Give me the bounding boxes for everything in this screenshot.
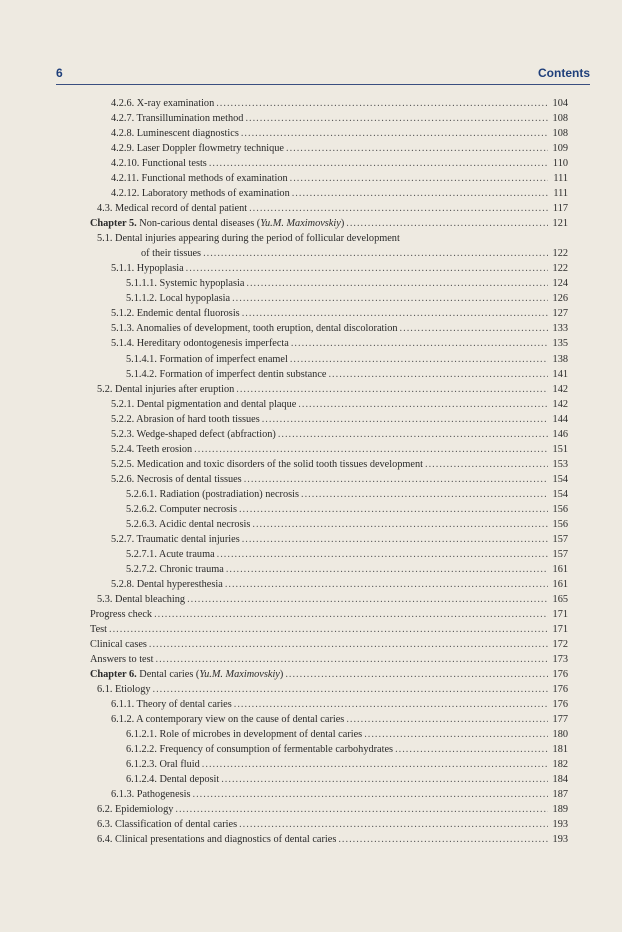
leader-dots xyxy=(154,608,548,622)
toc-page-number: 177 xyxy=(552,714,568,726)
toc-entry-label xyxy=(90,668,283,682)
toc-entry-label: 5.1.3. Anomalies of development, tooth eruption, dental discoloration xyxy=(111,323,398,335)
toc-entry[interactable] xyxy=(97,818,568,832)
toc-page-number: 189 xyxy=(552,804,568,816)
toc-entry[interactable] xyxy=(111,578,568,592)
leader-dots xyxy=(301,488,548,502)
toc-entry-label: 5.1.4.1. Formation of imperfect enamel xyxy=(126,353,288,365)
toc-entry[interactable] xyxy=(111,788,568,802)
toc-entry-label: 6.1. Etiology xyxy=(97,684,151,696)
toc-page-number: 157 xyxy=(552,548,568,560)
toc-entry-label: 5.2.6. Necrosis of dental tissues xyxy=(111,473,242,485)
toc-entry[interactable] xyxy=(111,337,568,351)
toc-entry-label: Answers to test xyxy=(90,654,154,666)
toc-page-number: 138 xyxy=(552,353,568,365)
toc-entry[interactable] xyxy=(126,758,568,772)
leader-dots xyxy=(202,758,548,772)
leader-dots xyxy=(187,593,548,607)
toc-entry[interactable] xyxy=(90,608,568,622)
toc-page-number: 127 xyxy=(552,308,568,320)
leader-dots xyxy=(193,788,548,802)
toc-entry-label: 5.2.5. Medication and toxic disorders of the solid tooth tissues development xyxy=(111,458,424,470)
leader-dots xyxy=(346,217,548,231)
toc-entry-label: 5.2. Dental injuries after eruption xyxy=(97,383,235,395)
toc-entry-label xyxy=(90,217,344,231)
toc-entry-label: 6.1.3. Pathogenesis xyxy=(111,789,191,801)
toc-page-number: 142 xyxy=(552,398,568,410)
leader-dots xyxy=(221,773,548,787)
toc-entry[interactable] xyxy=(97,232,568,246)
toc-entry[interactable] xyxy=(90,653,568,667)
toc-page-number: 126 xyxy=(552,293,568,305)
toc-entry-label: 5.2.4. Teeth erosion xyxy=(111,443,193,455)
leader-dots xyxy=(242,307,548,321)
toc-entry-label: 4.2.10. Functional tests xyxy=(111,158,207,170)
toc-entry[interactable] xyxy=(111,413,568,427)
leader-dots xyxy=(328,368,548,382)
leader-dots xyxy=(278,428,548,442)
toc-entry-label: 6.1.2.2. Frequency of consumption of fermentable carbohydrates xyxy=(126,744,394,756)
chapter-title: Non-carious dental diseases ( xyxy=(136,218,261,230)
toc-page-number: 151 xyxy=(552,443,568,455)
leader-dots xyxy=(245,112,548,126)
toc-entry-label: 5.2.8. Dental hyperesthesia xyxy=(111,578,223,590)
leader-dots xyxy=(109,623,548,637)
leader-dots xyxy=(239,503,548,517)
toc-page-number: 157 xyxy=(552,533,568,545)
toc-entry-label: 5.2.2. Abrasion of hard tooth tissues xyxy=(111,413,260,425)
toc-page-number: 171 xyxy=(552,624,568,636)
toc-entry[interactable] xyxy=(126,503,568,517)
toc-entry-label: 5.3. Dental bleaching xyxy=(97,593,186,605)
toc-entry-label: 5.2.6.3. Acidic dental necrosis xyxy=(126,518,251,530)
toc-entry[interactable] xyxy=(97,202,568,216)
toc-page-number: 156 xyxy=(552,518,568,530)
toc-page-number: 111 xyxy=(553,188,568,200)
toc-entry[interactable] xyxy=(126,743,568,757)
leader-dots xyxy=(425,458,548,472)
leader-dots xyxy=(217,548,548,562)
leader-dots xyxy=(395,743,548,757)
toc-entry[interactable] xyxy=(111,262,568,276)
leader-dots xyxy=(186,262,548,276)
leader-dots xyxy=(290,353,548,367)
toc-entry-label: of their tissues xyxy=(141,248,202,260)
toc-entry[interactable] xyxy=(111,443,568,457)
toc-entry[interactable] xyxy=(111,533,568,547)
toc-page-number: 161 xyxy=(552,563,568,575)
chapter-number: Chapter 5. xyxy=(90,218,137,230)
leader-dots xyxy=(209,157,548,171)
toc-entry[interactable] xyxy=(126,277,568,291)
leader-dots xyxy=(249,202,548,216)
toc-page-number: 171 xyxy=(552,609,568,621)
toc-page-number: 117 xyxy=(552,203,568,215)
toc-page-number: 156 xyxy=(552,503,568,515)
toc-entry-label: 5.1.4.2. Formation of imperfect dentin substance xyxy=(126,368,327,380)
leader-dots xyxy=(242,533,548,547)
chapter-title-end: ) xyxy=(340,218,345,230)
toc-entry-label: Test xyxy=(90,624,108,636)
toc-page-number: 172 xyxy=(552,639,568,651)
toc-page-number: 141 xyxy=(552,368,568,380)
leader-dots xyxy=(346,713,548,727)
toc-entry[interactable] xyxy=(97,803,568,817)
toc-page-number: 144 xyxy=(552,413,568,425)
toc-entry[interactable] xyxy=(111,713,568,727)
chapter-title-end: ) xyxy=(279,669,284,681)
toc-page-number: 153 xyxy=(552,458,568,470)
toc-entry[interactable] xyxy=(90,668,568,682)
leader-dots xyxy=(285,668,548,682)
toc-entry[interactable] xyxy=(111,187,568,201)
toc-page-number: 161 xyxy=(552,578,568,590)
toc-entry[interactable] xyxy=(90,638,568,652)
toc-page-number: 176 xyxy=(552,684,568,696)
toc-page-number: 193 xyxy=(552,834,568,846)
chapter-author: Yu.M. Maximovskiy xyxy=(260,218,341,230)
chapter-title: Dental caries ( xyxy=(136,669,200,681)
toc-entry-label: 4.2.12. Laboratory methods of examination xyxy=(111,188,290,200)
leader-dots xyxy=(156,653,549,667)
toc-entry[interactable] xyxy=(111,307,568,321)
leader-dots xyxy=(153,683,549,697)
leader-dots xyxy=(290,172,548,186)
toc-entry[interactable] xyxy=(97,593,568,607)
toc-entry[interactable] xyxy=(126,292,568,306)
toc-page-number: 146 xyxy=(552,428,568,440)
page-number: 6 xyxy=(56,66,63,80)
leader-dots xyxy=(298,398,548,412)
toc-entry[interactable] xyxy=(126,548,568,562)
leader-dots xyxy=(400,322,548,336)
toc-entry[interactable] xyxy=(111,473,568,487)
toc-entry[interactable] xyxy=(111,112,568,126)
leader-dots xyxy=(292,187,548,201)
toc-entry-label: 6.4. Clinical presentations and diagnostics of dental caries xyxy=(97,834,337,846)
leader-dots xyxy=(241,127,548,141)
toc-entry[interactable] xyxy=(97,683,568,697)
toc-entry[interactable] xyxy=(111,97,568,111)
leader-dots xyxy=(175,803,548,817)
toc-entry-label: 4.2.9. Laser Doppler flowmetry technique xyxy=(111,143,284,155)
toc-entry[interactable] xyxy=(111,157,568,171)
toc-entry-label: Clinical cases xyxy=(90,639,147,651)
leader-dots xyxy=(234,698,548,712)
toc-entry-label: 6.1.1. Theory of dental caries xyxy=(111,699,232,711)
toc-entry-label: 5.1.1.1. Systemic hypoplasia xyxy=(126,278,245,290)
toc-page-number: 122 xyxy=(552,248,568,260)
toc-entry[interactable] xyxy=(111,428,568,442)
leader-dots xyxy=(216,97,548,111)
toc-page-number: 154 xyxy=(552,488,568,500)
leader-dots xyxy=(252,518,548,532)
toc-entry-label: 6.2. Epidemiology xyxy=(97,804,174,816)
toc-page-number: 109 xyxy=(552,143,568,155)
toc-entry-label: 6.1.2.1. Role of microbes in development of dental caries xyxy=(126,729,363,741)
toc-entry[interactable] xyxy=(126,518,568,532)
toc-entry[interactable] xyxy=(111,322,568,336)
toc-entry-label: 5.2.1. Dental pigmentation and dental plaque xyxy=(111,398,297,410)
toc-page-number: 180 xyxy=(552,729,568,741)
toc-page-number: 184 xyxy=(552,774,568,786)
toc-page-number: 187 xyxy=(552,789,568,801)
leader-dots xyxy=(286,142,548,156)
leader-dots xyxy=(226,563,548,577)
leader-dots xyxy=(149,638,548,652)
toc-page-number: 182 xyxy=(552,759,568,771)
running-title: Contents xyxy=(538,66,590,80)
chapter-author: Yu.M. Maximovskiy xyxy=(199,669,280,681)
toc-page-number: 176 xyxy=(552,699,568,711)
toc-page-number: 165 xyxy=(552,593,568,605)
leader-dots xyxy=(246,277,548,291)
toc-page-number: 124 xyxy=(552,278,568,290)
toc-entry[interactable] xyxy=(97,383,568,397)
toc-page-number: 104 xyxy=(552,98,568,109)
toc-entry-label: 4.2.11. Functional methods of examination xyxy=(111,173,288,185)
toc-entry-label: Progress check xyxy=(90,609,153,621)
toc-entry[interactable] xyxy=(111,142,568,156)
toc-entry-label: 6.3. Classification of dental caries xyxy=(97,819,238,831)
toc-entry-label: 5.2.6.2. Computer necrosis xyxy=(126,503,237,515)
toc-entry-label: 5.2.7. Traumatic dental injuries xyxy=(111,533,240,545)
toc-page-number: 154 xyxy=(552,473,568,485)
toc-entry-label: 5.1.2. Endemic dental fluorosis xyxy=(111,308,240,320)
toc-entry[interactable] xyxy=(97,833,568,847)
chapter-number: Chapter 6. xyxy=(90,669,137,681)
toc-entry-label: 4.2.8. Luminescent diagnostics xyxy=(111,128,239,140)
leader-dots xyxy=(244,473,548,487)
toc-entry[interactable] xyxy=(111,172,568,186)
toc-entry[interactable] xyxy=(126,728,568,742)
toc-entry[interactable] xyxy=(111,398,568,412)
toc-entry-label: 4.2.7. Transillumination method xyxy=(111,113,244,125)
toc-page-number: 108 xyxy=(552,128,568,140)
header-rule xyxy=(56,84,590,85)
toc-entry[interactable] xyxy=(141,247,568,261)
leader-dots xyxy=(262,413,548,427)
toc-entry-label: 6.1.2. A contemporary view on the cause of dental caries xyxy=(111,714,345,726)
toc-entry-label: 5.1.1. Hypoplasia xyxy=(111,263,184,275)
leader-dots xyxy=(236,383,548,397)
toc-page-number: 135 xyxy=(552,338,568,350)
toc-page-number: 173 xyxy=(552,654,568,666)
toc-page-number: 110 xyxy=(552,158,568,170)
toc-entry[interactable] xyxy=(126,353,568,367)
leader-dots xyxy=(232,292,548,306)
leader-dots xyxy=(364,728,548,742)
toc-entry-label: 5.2.7.2. Chronic trauma xyxy=(126,563,224,575)
leader-dots xyxy=(291,337,548,351)
toc-page-number: 133 xyxy=(552,323,568,335)
toc-entry[interactable] xyxy=(126,773,568,787)
toc-page-number: 181 xyxy=(552,744,568,756)
leader-dots xyxy=(225,578,548,592)
toc-page-number: 121 xyxy=(552,218,568,230)
leader-dots xyxy=(239,818,548,832)
leader-dots xyxy=(194,443,548,457)
toc-entry[interactable] xyxy=(90,623,568,637)
toc-entry-label: 5.2.7.1. Acute trauma xyxy=(126,548,215,560)
toc-page-number: 142 xyxy=(552,383,568,395)
toc-entry-label: 5.2.3. Wedge-shaped defect (abfraction) xyxy=(111,428,276,440)
toc-entry-label: 6.1.2.4. Dental deposit xyxy=(126,774,220,786)
running-header xyxy=(56,60,590,86)
toc-entry-label: 4.3. Medical record of dental patient xyxy=(97,203,248,215)
toc-page-number: 111 xyxy=(553,173,568,185)
toc-page-number: 122 xyxy=(552,263,568,275)
toc-entry-label: 6.1.2.3. Oral fluid xyxy=(126,759,200,771)
toc-entry[interactable] xyxy=(126,488,568,502)
toc-entry-label: 5.2.6.1. Radiation (postradiation) necrosis xyxy=(126,488,300,500)
toc-page-number: 108 xyxy=(552,113,568,125)
toc-entry[interactable] xyxy=(126,368,568,382)
toc-entry-label: 5.1. Dental injuries appearing during the period of follicular development xyxy=(97,233,400,245)
toc-entry[interactable] xyxy=(90,217,568,231)
toc-page-number: 193 xyxy=(552,819,568,831)
toc-entry[interactable] xyxy=(111,127,568,141)
leader-dots xyxy=(338,833,548,847)
toc-entry-label: 4.2.6. X-ray examination xyxy=(111,98,215,109)
toc-entry[interactable] xyxy=(126,563,568,577)
toc-entry-label: 5.1.1.2. Local hypoplasia xyxy=(126,293,231,305)
toc-page-number: 176 xyxy=(552,669,568,681)
leader-dots xyxy=(203,247,548,261)
toc-entry-label: 5.1.4. Hereditary odontogenesis imperfecta xyxy=(111,338,289,350)
toc-entry[interactable] xyxy=(111,458,568,472)
toc-entry[interactable] xyxy=(111,698,568,712)
